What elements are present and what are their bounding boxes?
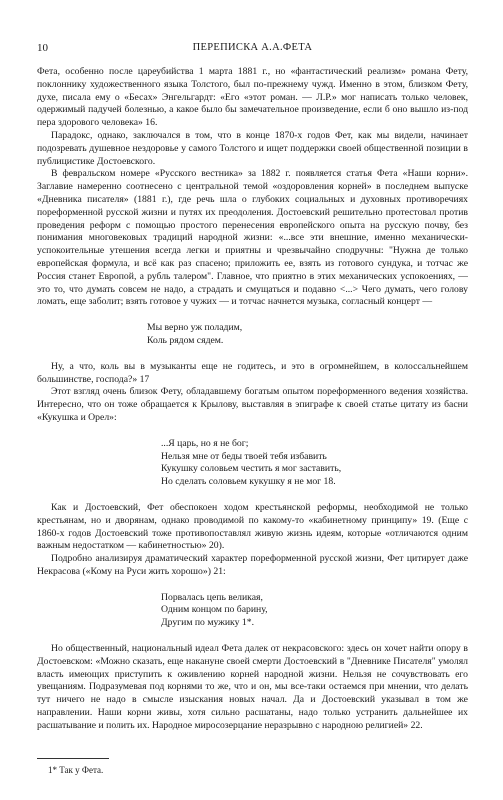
- paragraph: В февральском номере «Русского вестника» за 1882 г. появляется статья Фета «Наши корни». Заглавие намеренно соотнесено с центральной темой «оздоровления корней» в последнем выпуске «Дневника писателя» (1881 г.), где речь шла о глубоких социальных и духовных противоречиях пореформенной русской жизни и путях их преодоления. Достоевский решительно протестовал против проведения реформ с помощью простого перенесения европейского опыта на русскую почву, без понимания многовековых традиций народной жизни: «...все эти внешние, именно механически-успокоительные утешения всегда легки и приятны и чрезвычайно сподручны: "Нужна де только европейская формула, и всё как раз спасено; приложить ее, взять из готового сундука, и тотчас же Россия станет Европой, а рубль талером". Главное, что приятно в этих механических успокоениях, — это то, что думать совсем не надо, а страдать и смущаться и подавно <...> Чего думать, чего голову ломать, еще заболит; взять готовое у чужих — и тотчас начнется музыка, согласный концерт —: [37, 168, 468, 308]
- paragraph: Фета, особенно после цареубийства 1 марта 1881 г., но «фантастический реализм» романа Фету, поклоннику художественного языка Толстого, был по-прежнему чужд. Именно в этом, близком Фету, духе, писала ему о «Бесах» Энгельгардт: «Его «этот роман. — Л.Р.» мог написать только человек, одержимый падучей болезнью, а какое было бы замечательное произведение, если б оно вышло из-под пера здорового человека» 16.: [37, 66, 468, 129]
- verse-line: Другим по мужику 1*.: [161, 617, 254, 629]
- verse-line: Порвалась цепь великая,: [161, 591, 263, 603]
- paragraph: Парадокс, однако, заключался в том, что в конце 1870-х годов Фет, как мы видели, начинает подозревать душевное нездоровье у самого Толстого и ищет поддержки своей общественной позиции в публицистике Достоевского.: [37, 129, 468, 167]
- page-number: 10: [37, 42, 48, 54]
- body-text: [37, 66, 468, 733]
- running-title: ПЕРЕПИСКА А.А.ФЕТА: [192, 42, 313, 53]
- verse-line: Мы верно уж поладим,: [147, 322, 243, 334]
- footnote-rule: [37, 758, 109, 759]
- footnote: 1* Так у Фета.: [48, 765, 104, 775]
- verse-line: Но сделать соловьем кукушку я не мог 18.: [161, 476, 336, 488]
- paragraph: Как и Достоевский, Фет обеспокоен ходом крестьянской реформы, необходимой не только крестьянам, но и дворянам, однако проводимой по какому-то «кабинетному принципу» 19. (Еще с 1860-х годов Достоевский тоже противопоставлял живую жизнь идеям, которые «отличаются одним важным недостатком — кабинетностью» 20).: [37, 501, 468, 552]
- page-header: [37, 42, 468, 56]
- paragraph: Подробно анализируя драматический характер пореформенной русской жизни, Фет цитирует даже Некрасова («Кому на Руси жить хорошо») 21:: [37, 553, 468, 577]
- verse-quote: [147, 322, 468, 348]
- verse-line: Кукушку соловьем честить я мог заставить,: [161, 463, 342, 475]
- verse-line: Коль рядом сядем.: [147, 334, 224, 346]
- verse-line: Нельзя мне от беды твоей тебя избавить: [161, 450, 327, 462]
- paragraph: Этот взгляд очень близок Фету, обладавшему богатым опытом пореформенного ведения хозяйства. Интересно, что он тоже обращается к Крылову, выставляя в эпиграфе к своей статье цитату из басни «Кукушка и Орел»:: [37, 386, 468, 423]
- paragraph: Но общественный, национальный идеал Фета далек от некрасовского: здесь он хочет найти опору в Достоевском: «Можно сказать, еще накануне своей смерти Достоевский в "Дневнике Писателя" умолял власть имеющих приступить к оживлению корней народной жизни. Нельзя не сочувствовать его увещаниям. Подразумевая под корнями то же, что и он, мы все-таки остаемся при мнении, что делать тут ничего не надо в смысле изыскания новых начал. Да и Достоевский указывал в том же направлении. Наши корни живы, хотя сильно расшатаны, надо только устранить дальнейшее их расшатывание и полить их. Народное миросозерцание неразрывно с народною религией» 22.: [37, 643, 468, 731]
- verse-line: Одним концом по барину,: [161, 604, 268, 616]
- verse-quote: [161, 438, 468, 489]
- verse-line: ...Я царь, но я не бог;: [161, 437, 249, 449]
- verse-quote: [161, 592, 468, 630]
- paragraph: Ну, а что, коль вы в музыканты еще не годитесь, и это в огромнейшем, в колоссальнейшем большинстве, господа?» 17: [37, 360, 468, 385]
